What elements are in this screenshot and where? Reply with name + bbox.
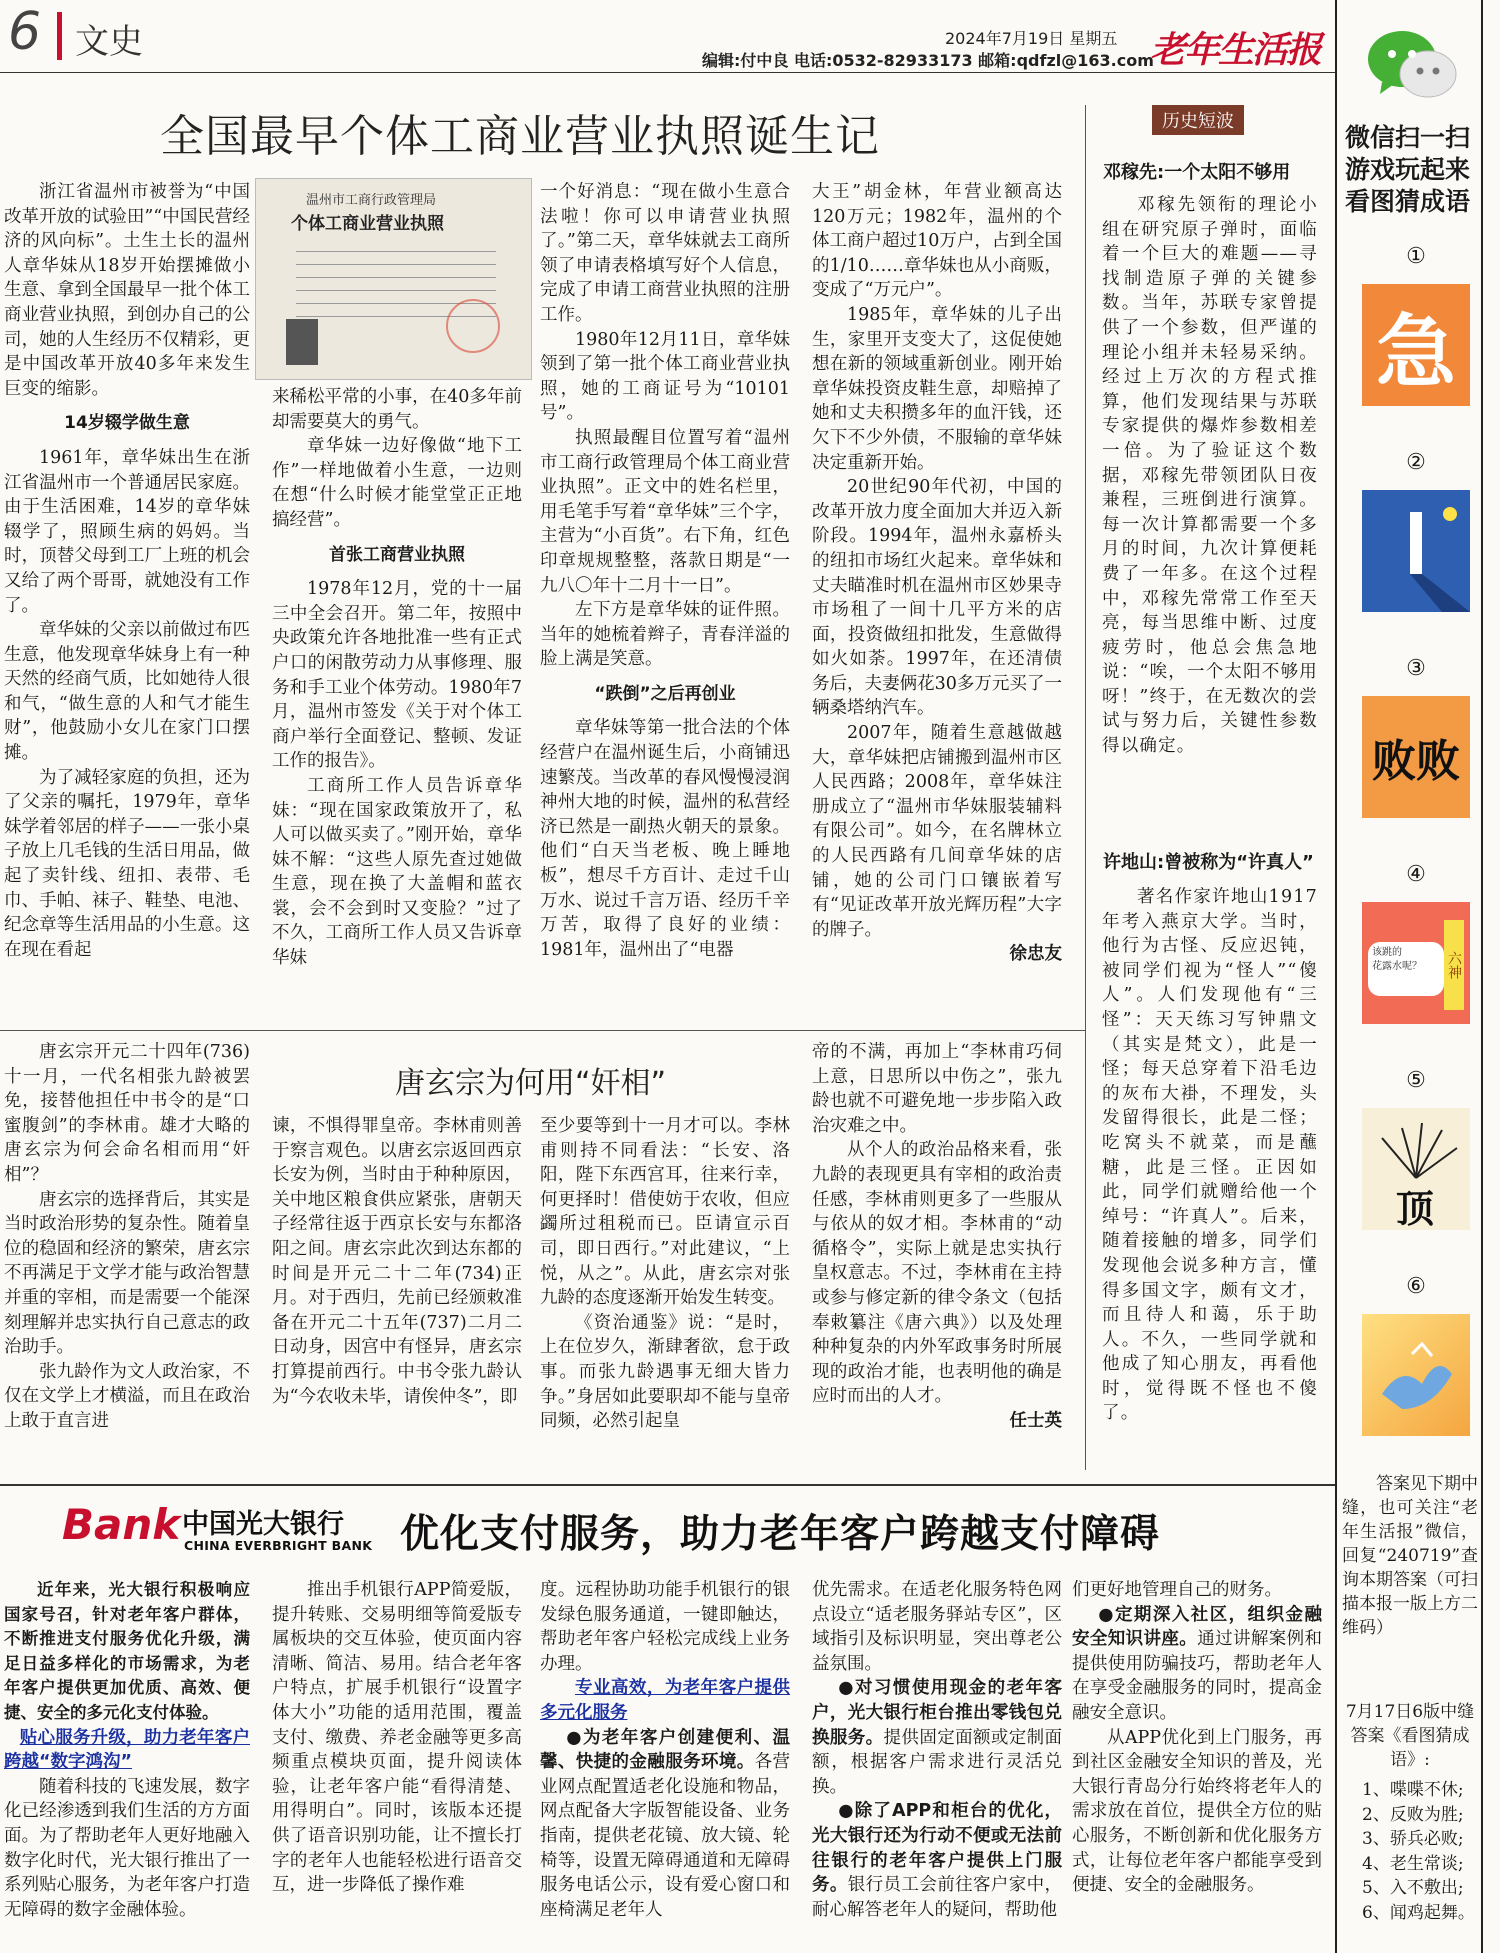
article1-paragraph: 章华妹一边好像做“地下工作”一样地做着小生意，一边则在想“什么时候才能堂堂正正地搞经营”。 [272, 436, 522, 530]
sidebar-prev-answers [1362, 1778, 1482, 1925]
article1-paragraph: 左下方是章华妹的证件照。当年的她梳着辫子，青春洋溢的脸上满是笑意。 [540, 600, 790, 670]
article1-paragraph: 1980年12月11日，章华妹领到了第一批个体工商业营业执照，她的工商证号为“10101号”。 [540, 329, 790, 424]
bank-logo-en: CHINA EVERBRIGHT BANK [184, 1538, 373, 1553]
puzzle-tile-3: 败败 [1362, 696, 1470, 818]
sidebar-header-2: 游戏玩起来 [1345, 155, 1471, 184]
article1-title: 全国最早个体工商业营业执照诞生记 [160, 111, 880, 162]
article2-col4: 帝的不满，再加上“李林甫巧伺上意，日思所以中伤之”，张九龄也就不可避免地一步步陷入政治灾难之中。 从个人的政治品格来看，张九龄的表现更具有宰相的政治责任感，李林甫则更多了一些服从与依从的奴才相。李林甫的“动循格令”，实际上就是忠实执行皇权意志。不过，李林甫在主持或参与修定新的律令条文（包括奉敕纂注《唐六典》）以及处理种种复杂的内外军政事务时所展现的政治才能，也表明他的确是应时而出的人才。 任士英 [812, 1040, 1062, 1472]
puzzle-tile-1: 急 [1362, 284, 1470, 406]
article1-lead: 浙江省温州市被誉为“中国改革开放的试验田”“中国民营经济的风向标”。土生土长的温州人章华妹从18岁开始摆摊做小生意、拿到全国最早一批个体工商业营业执照，到创办自己的公司，她的人生经历不仅精彩，更是中国改革开放40多年来发生巨变的缩影。 [4, 182, 250, 399]
article1-paragraph: 2007年，随着生意越做越大，章华妹把店铺搬到温州市区人民西路；2008年，章华妹注册成立了“温州市华妹服装辅料有限公司”。如今，在名牌林立的人民西路有几间章华妹的店铺，她的公司门口镶嵌着写有“见证改革开放光辉历程”大字的牌子。 [812, 723, 1062, 940]
puzzle-tile-4: 该跳的 花露水呢？ 六神 [1362, 902, 1470, 1024]
sidebar-header-1: 微信扫一扫 [1345, 123, 1471, 152]
page-header [0, 0, 1340, 72]
answer-1: 1、喋喋不休; [1362, 1780, 1464, 1800]
article1-paragraph: 一个好消息：“现在做小生意合法啦！你可以申请营业执照了。”第二天，章华妹就去工商所领了申请表格填写好个人信息，完成了申请工商营业执照的注册工作。 [540, 182, 790, 325]
article2-title: 唐玄宗为何用“奸相” [395, 1066, 667, 1101]
sidebar-answer-note: 答案见下期中缝，也可关注“老年生活报”微信，回复“240719”查询本期答案（可扫描本报一版上方二维码） [1342, 1474, 1478, 1638]
history-item2-text: 著名作家许地山1917年考入燕京大学。当时，他行为古怪、反应迟钝，被同学们视为“怪人”“傻人”。人们发现他有“三怪”：天天练习写钟鼎文（其实是梵文），此是一怪；每天总穿着下沿毛边的灰布大褂，不理发，头发留得很长，此是二怪；吃窝头不就菜，而是蘸糖，此是三怪。正因如此，同学们就赠给他一个绰号：“许真人”。后来，随着接触的增多，同学们发现他会说多种方言，懂得多国文字，颇有文才，而且待人和蔼，乐于助人。不久，一些同学就和他成了知心朋友，再看他时，觉得既不怪也不傻了。 [1102, 887, 1318, 1424]
bank-subhead-1: 贴心服务升级，助力老年客户跨越“数字鸿沟” [4, 1727, 250, 1773]
article1-paragraph: 为了减轻家庭的负担，还为了父亲的嘱托，1979年，章华妹学着邻居的样子——一张小桌子放上几毛钱的生活日用品，做起了卖针线、纽扣、表带、毛巾、手帕、袜子、鞋垫、电池、纪念章等生活用品的小生意。这在现在看起 [4, 767, 250, 960]
bank-col1: 近年来，光大银行积极响应国家号召，针对老年客户群体，不断推进支付服务优化升级，满足日益多样化的市场需求，为老年客户提供更加优质、高效、便捷、安全的多元化支付体验。 贴心服务升级，助力老年客户跨越“数字鸿沟” 随着科技的飞速发展，数字化已经渗透到我们生活的方方面面。为了帮助老年人更好地融入数字化时代，光大银行推出了一系列贴心服务，为老年客户打造无障碍的数字金融体验。 [4, 1580, 250, 1920]
article2-col2: 谏，不惧得罪皇帝。李林甫则善于察言观色。以唐玄宗返回西京长安为例，当时由于种种原因，关中地区粮食供应紧张，唐朝天子经常往返于西京长安与东都洛阳之间。唐玄宗此次到达东都的时间是开元二十二年(734)正月。对于西归，先前已经颁敕准备在开元二十五年(737)二月二日动身，因宫中有怪异，唐玄宗打算提前西行。中书令张九龄认为“今农收未毕，请俟仲冬”，即 [272, 1116, 522, 1407]
rooster-icon [1362, 1314, 1470, 1436]
bank-logo-cn: 中国光大银行 [182, 1509, 344, 1540]
bank-subhead-2: 专业高效，为老年客户提供多元化服务 [540, 1678, 790, 1723]
editor-info: 编辑:付中良 电话:0532-82933173 邮箱:qdfzl@163.com [702, 51, 1154, 70]
answer-2: 2、反败为胜; [1362, 1804, 1464, 1825]
id-portrait [286, 319, 318, 365]
bank-col4: 优先需求。在适老化服务特色网点设立“适老服务驿站专区”，区域指引及标识明显，突出尊老公益氛围。 ●对习惯使用现金的老年客户，光大银行柜台推出零钱包兑换服务。提供固定面额或定制面额，根据客户需求进行灵活兑换。 ●除了APP和柜台的优化，光大银行还为行动不便或无法前往银行的老年客户提供上门服务。银行员工会前往客户家中，耐心解答老年人的疑问，帮助他 [812, 1580, 1062, 1920]
article2-col1: 唐玄宗开元二十四年(736)十一月，一代名相张九龄被罢免，接替他担任中书令的是“口蜜腹剑”的李林甫。雄才大略的唐玄宗为何会命名相而用“奸相”？ 唐玄宗的选择背后，其实是当时政治形势的复杂性。随着皇位的稳固和经济的繁荣，唐玄宗不再满足于文学才能与政治智慧并重的宰相，而是需要一个能深刻理解并忠实执行自己意志的政治助手。 张九龄作为文人政治家，不仅在文学上才横溢，而且在政治上敢于直言进 [4, 1042, 250, 1431]
sidebar-prev-title: 7月17日6版中缝答案《看图猜成语》: [1345, 1702, 1475, 1770]
puzzle-number: ⑥ [1406, 1274, 1426, 1299]
bank-col5: 们更好地管理自己的财务。 ●定期深入社区，组织金融安全知识讲座。通过讲解案例和提供使用防骗技巧，帮助老年人在享受金融服务的同时，提高金融安全意识。 从APP优化到上门服务，再到社区金融安全知识的普及，光大银行青岛分行始终将老年人的需求放在首位，提供全方位的贴心服务，不断创新和优化服务方式，让每位老年客户都能享受到便捷、安全的金融服务。 [1072, 1580, 1322, 1896]
bank-headline: 优化支付服务，助力老年客户跨越支付障碍 [400, 1511, 1161, 1557]
sidebar-header-3: 看图猜成语 [1345, 187, 1471, 216]
article1-col1 [4, 180, 250, 1016]
masthead-logo: 老年生活报 [1150, 29, 1321, 71]
license-photo-caption-1: 温州市工商行政管理局 [306, 193, 437, 208]
red-seal [446, 299, 500, 353]
issue-date: 2024年7月19日 星期五 [945, 29, 1118, 48]
article2-col3: 至少要等到十一月才可以。李林甫则持不同看法：“长安、洛阳，陛下东西宫耳，往来行幸，何更择时！借使妨于农收，但应蠲所过租税而已。臣请宣示百司，即日西行。”对此建议，“上悦，从之”。从此，唐玄宗对张九龄的态度逐渐开始发生转变。 《资治通鉴》说：“是时，上在位岁久，渐肆奢欲，怠于政事。而张九龄遇事无细大皆力争。”身居如此要职却不能与皇帝同频，必然引起皇 [540, 1116, 790, 1432]
puzzle-tile-2 [1362, 490, 1470, 612]
article1-paragraph: 1985年，章华妹的儿子出生，家里开支变大了，这促使她想在新的领域重新创业。刚开始章华妹投资皮鞋生意，却赔掉了她和丈夫积攒多年的血汗钱，还欠下不少外债，不服输的章华妹决定重新开始。 [812, 304, 1062, 473]
section-title: 文史 [75, 22, 143, 62]
answer-5: 5、入不敷出; [1362, 1878, 1464, 1898]
license-photo [255, 178, 532, 380]
article1-paragraph: 章华妹的父亲以前做过布匹生意，他发现章华妹身上有一种天然的经商气质，比如她待人很和气，“做生意的人和气才能生财”，他鼓励小女儿在家门口摆摊。 [4, 620, 250, 764]
article1-paragraph: 执照最醒目位置写着“温州市工商行政管理局个体工商业营业执照”。正文中的姓名栏里，用毛笔手写着“章华妹”三个字，主营为“小百货”。右下角，红色印章规规整整，落款日期是“一九八〇年十二月十一日”。 [540, 427, 790, 596]
license-photo-caption-2: 个体工商业营业执照 [291, 214, 444, 234]
page-number-bar [57, 12, 62, 60]
article1-paragraph: 1961年，章华妹出生在浙江省温州市一个普通居民家庭。由于生活困难，14岁的章华妹辍学了，照顾生病的妈妈。当时，顶替父母到工厂上班的机会又给了两个哥哥，就她没有工作了。 [4, 447, 250, 616]
puzzle-tile-5: 顶 [1362, 1108, 1470, 1230]
history-item1-title: 邓稼先:一个太阳不够用 [1103, 162, 1291, 183]
history-badge: 历史短波 [1152, 105, 1244, 135]
article1-subhead-2: 首张工商营业执照 [329, 544, 465, 565]
puzzle-tile-6 [1362, 1314, 1470, 1436]
bank-logo [62, 1500, 392, 1562]
article2-author: 任士英 [1009, 1410, 1062, 1431]
history-item1-text: 邓稼先领衔的理论小组在研究原子弹时，面临着一个巨大的难题——寻找制造原子弹的关键参数。当年，苏联专家曾提供了一个参数，但严谨的理论小组并未轻易采纳。经过上万次的方程式推算，他们发现结果与苏联专家提供的爆炸参数相差一倍。为了验证这个数据，邓稼先带领团队日夜兼程，三班倒进行演算。每一次计算都需要一个多月的时间，九次计算便耗费了一年多。在这个过程中，邓稼先常常工作至天亮，每当思维中断、过度疲劳时，他总会焦急地说：“唉，一个太阳不够用呀！”终于，在无数次的尝试与努力后，关键性参数得以确定。 [1102, 195, 1318, 757]
page-number: 6 [8, 2, 42, 62]
article1-subhead-1: 14岁辍学做生意 [64, 413, 190, 434]
puzzle-number: ⑤ [1406, 1068, 1426, 1093]
article1-paragraph: 章华妹等第一批合法的个体经营户在温州诞生后，小商铺迅速繁茂。当改革的春风慢慢浸润神州大地的时候，温州的私营经济已然是一副热火朝天的景象。他们“白天当老板、晚上睡地板”，想尽千方百计、走过千山万水、说过千言万语、经历千辛万苦，取得了良好的业绩：1981年，温州出了“电器 [540, 718, 790, 960]
puzzle-number: ③ [1406, 656, 1426, 681]
article1-author: 徐忠友 [1009, 944, 1062, 965]
answer-6: 6、闻鸡起舞。 [1362, 1902, 1475, 1923]
article1-paragraph: 工商所工作人员告诉章华妹：“现在国家政策放开了，私人可以做买卖了。”刚开始，章华妹不解：“这些人原先查过她做生意，现在换了大盖帽和蓝衣裳，会不会到时又变脸？”过了不久，工商所工作人员又告诉章华妹 [272, 775, 522, 969]
wechat-icon [1362, 24, 1462, 104]
history-item2-title: 许地山:曾被称为“许真人” [1103, 852, 1314, 873]
candle-icon [1362, 490, 1470, 612]
bank-col2: 推出手机银行APP简爱版，提升转账、交易明细等简爱版专属板块的交互体验，使页面内容清晰、简洁、易用。结合老年客户特点，扩展手机银行“设置字体大小”功能的适用范围，覆盖支付、缴费、养老金融等更多高频重点模块页面，提升阅读体验，让老年客户能“看得清楚、用得明白”。同时，该版本还提供了语音识别功能，让不擅长打字的老年人也能轻松进行语音交互，进一步降低了操作难 [272, 1580, 522, 1896]
answer-4: 4、老生常谈; [1362, 1853, 1464, 1874]
puzzle-number: ② [1406, 450, 1426, 475]
article1-col2 [272, 385, 522, 1017]
article1-paragraph: 1978年12月，党的十一届三中全会召开。第二年，按照中央政策允许各地批准一些有正式户口的闲散劳动力从事修理、服务和手工业个体劳动。1980年7月，温州市签发《关于对个体工商户举行全面登记、整顿、发证工作的报告》。 [272, 579, 522, 772]
article1-paragraph: 大王”胡金林，年营业额高达120万元；1982年，温州的个体工商户超过10万户，占到全国的1/10……章华妹也从小商贩，变成了“万元户”。 [812, 182, 1062, 301]
bank-logo-word: Bank [62, 1500, 181, 1549]
puzzle-number: ④ [1406, 862, 1426, 887]
article1-col3 [540, 180, 790, 1016]
puzzle-number: ① [1406, 244, 1426, 269]
bank-col3: 度。远程协助功能手机银行的银发绿色服务通道，一键即触达，帮助老年客户轻松完成线上业务办理。 专业高效，为老年客户提供多元化服务 ●为老年客户创建便利、温馨、快捷的金融服务环境。各营业网点配置适老化设施和物品，网点配备大字版智能设备、业务指南，提供老花镜、放大镜、轮椅等，设置无障碍通道和无障碍服务电话公示，设有爱心窗口和座椅满足老年人 [540, 1580, 790, 1920]
article1-col4 [812, 180, 1062, 1016]
article1-paragraph: 来稀松平常的小事，在40多年前却需要莫大的勇气。 [272, 387, 522, 432]
article1-paragraph: 20世纪90年代初，中国的改革开放力度全面加大并迈入新阶段。1994年，温州永嘉桥头的纽扣市场红火起来。章华妹和丈夫瞄准时机在温州市区妙果寺市场租了一间十几平方米的店面，投资做纽扣批发，生意做得如火如荼。1997年，在还清债务后，夫妻俩花30多万元买了一辆桑塔纳汽车。 [812, 477, 1062, 719]
answer-3: 3、骄兵必败; [1362, 1829, 1464, 1849]
article1-subhead-3: “跌倒”之后再创业 [594, 683, 736, 704]
